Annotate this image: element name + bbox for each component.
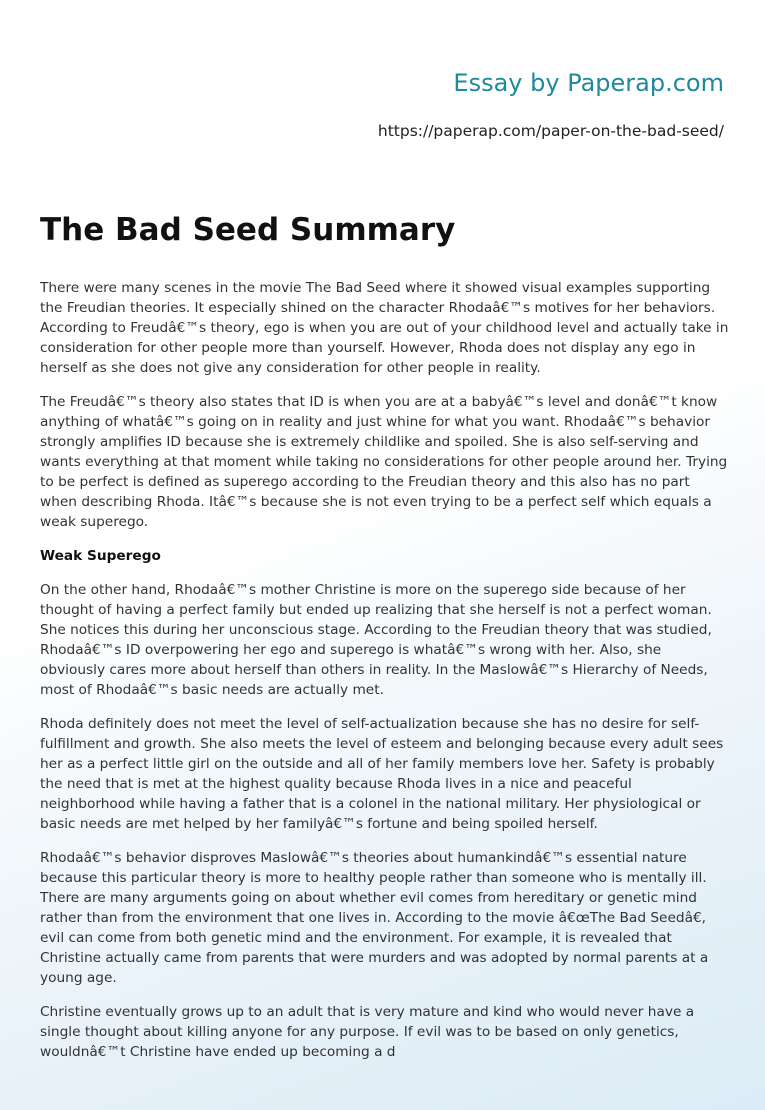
essay-body (40, 278, 730, 1076)
paragraph-5: Rhodaâ€™s behavior disproves Maslowâ€™s theories about humankindâ€™s essential nature because this particular theory is more to healthy people rather than someone who is mentally ill. There are many arguments going on about whether evil comes from hereditary or genetic mind rather than from the environment that one lives in. According to the movie â€œThe Bad Seedâ€, evil can come from both genetic mind and the environment. For example, it is revealed that Christine actually came from parents that were murders and was adopted by normal parents at a young age. (40, 850, 709, 986)
page-title: The Bad Seed Summary (40, 212, 456, 248)
header (378, 66, 724, 142)
brand-name[interactable]: Essay by Paperap.com (453, 69, 724, 97)
paragraph-1: There were many scenes in the movie The Bad Seed where it showed visual examples supporting the Freudian theories. It especially shined on the character Rhodaâ€™s motives for her behaviors. According to Freudâ€™s theory, ego is when you are out of your childhood level and actually take in consideration for other people more than yourself. However, Rhoda does not display any ego in herself as she does not give any consideration for other people in reality. (40, 280, 729, 376)
paragraph-4: Rhoda definitely does not meet the level of self-actualization because she has no desire for self-fulfillment and growth. She also meets the level of esteem and belonging because every adult sees her as a perfect little girl on the outside and all of her family members love her. Safety is probably the need that is met at the highest quality because Rhoda lives in a nice and peaceful neighborhood while having a father that is a colonel in the national military. Her physiological or basic needs are met helped by her familyâ€™s fortune and being spoiled herself. (40, 716, 724, 832)
paragraph-2: The Freudâ€™s theory also states that ID is when you are at a babyâ€™s level and donâ€™t know anything of whatâ€™s going on in reality and just whine for what you want. Rhodaâ€™s behavior strongly amplifies ID because she is extremely childlike and spoiled. She is also self-serving and wants everything at that moment while taking no considerations for other people around her. Trying to be perfect is defined as superego according to the Freudian theory and this also has no part when describing Rhoda. Itâ€™s because she is not even trying to be a perfect self which equals a weak superego. (40, 394, 728, 530)
paragraph-6: Christine eventually grows up to an adult that is very mature and kind who would never have a single thought about killing anyone for any purpose. If evil was to be based on only genetics, wouldnâ€™t Christine have ended up becoming a d (40, 1004, 695, 1060)
paragraph-3: On the other hand, Rhodaâ€™s mother Christine is more on the superego side because of her thought of having a perfect family but ended up realizing that she herself is not a perfect woman. She notices this during her unconscious stage. According to the Freudian theory that was studied, Rhodaâ€™s ID overpowering her ego and superego is whatâ€™s wrong with her. Also, she obviously cares more about herself than others in reality. In the Maslowâ€™s Hierarchy of Needs, most of Rhodaâ€™s basic needs are actually met. (40, 582, 712, 698)
section-heading: Weak Superego (40, 548, 161, 564)
source-url[interactable]: https://paperap.com/paper-on-the-bad-seed/ (377, 122, 724, 140)
